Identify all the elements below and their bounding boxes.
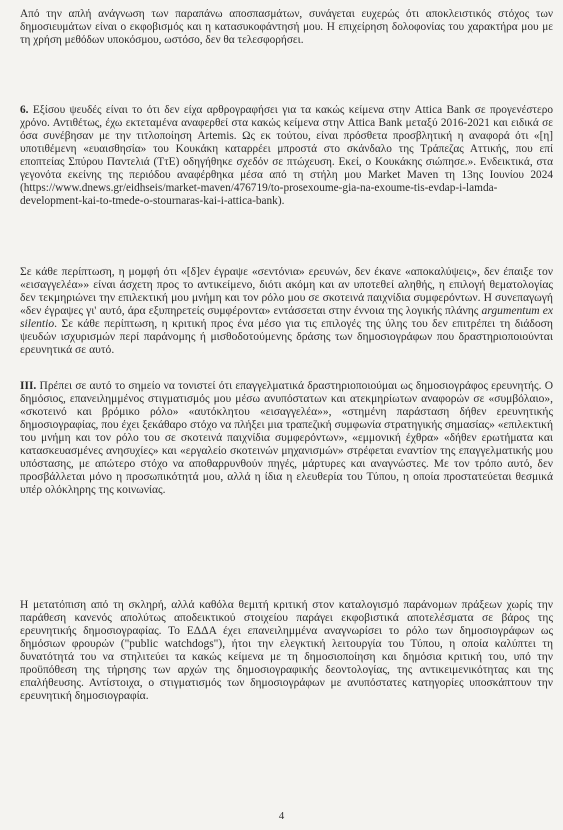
paragraph-III (20, 380, 553, 497)
paragraph-text: Εξίσου ψευδές είναι το ότι δεν είχα αρθρογραφήσει για τα κακώς κείμενα στην Attica Bank σε προγενέστερο χρόνο. Αντιθέτως, έχω εκτεταμένα αναφερθεί στα κακώς κείμενα στην Attica Bank μεταξύ 2016-2021 και ειδικά σε όσα συνέβησαν με την τιτλοποίηση Artemis. Ως εκ τούτου, είναι πρόσθετα προσβλητική η αναφορά ότι «[η] υποτιθέμενη «ευαισθησία» του Κουκάκη καταρρέει μπροστά στο σκάνδαλο της Τράπεζας Αττικής, που επί εποπτείας Σπύρου Παντελιά (ΤτΕ) οδηγήθηκε σχεδόν σε πτώχευση. Εκεί, ο Κουκάκης σιώπησε.». Ενδεικτικά, στα γεγονότα εκείνης της περιόδου αναφέρθηκα μέσα από τη στήλη μου Market Maven τη 13ης Ιουνίου 2024 (https://www.dnews.gr/eidhseis/market-maven/476719/to-prosexoume-gia-na-exoume-tis-evdap-i-lamda-development-kai-to-tmede-o-stournaras-kai-i-attica-bank). (20, 104, 553, 207)
paragraph-argumentum (20, 265, 553, 356)
paragraph-text-after: . Σε κάθε περίπτωση, η κριτική προς ένα μέσο για τις επιλογές της ύλης του δεν επιτρέπει τη διάδοση ψευδών ισχυρισμών περί παράνομης ή μισθοδοτούμενης δράσης των δημοσιογράφων που δραστηριοποιούνται ερευνητικά σε αυτό. (20, 317, 553, 356)
paragraph-echr (20, 599, 553, 703)
paragraph-text-before: Σε κάθε περίπτωση, η μομφή ότι «[δ]εν έγραψε «σεντόνια» ερευνών, δεν έκανε «αποκαλύψεις», δεν έπαιξε τον «εισαγγελέα»» είναι άσχετη προς το αντικείμενο, διότι ακόμη και αν υποτεθεί αληθής, η επιλογή θεματολογίας δεν τεκμηριώνει την επιλεκτική μου μνήμη και τον ρόλο μου σε σκοτεινά παιχνίδια συμφερόντων. Η συνεπαγωγή «δεν έγραψες γι' αυτό, άρα εξυπηρετείς συμφέροντα» εντάσσεται στην έννοια της λογικής πλάνης (20, 265, 553, 317)
paragraph-text: Από την απλή ανάγνωση των παραπάνω αποσπασμάτων, συνάγεται ευχερώς ότι αποκλειστικός στόχος των δημοσιευμάτων είναι ο εκφοβισμός και η κατασυκοφάντησή μου. Η επιχείρηση δολοφονίας του χαρακτήρα μου με τη χρήση μεθόδων υποκόσμου, ωστόσο, δεν θα τελεσφορήσει. (20, 8, 553, 46)
paragraph-number: 6. (20, 104, 29, 116)
latin-term: argumentum ex silentio (20, 304, 554, 330)
paragraph-6 (20, 104, 553, 208)
paragraph-text: Πρέπει σε αυτό το σημείο να τονιστεί ότι επαγγελματικά δραστηριοποιούμαι ως δημοσιογράφος ερευνητής. Ο δημόσιος, επανειλημμένος στιγματισμός μου μέσω ανυπόστατων και ατεκμηρίωτων αναφορών σε «συμβόλαιο», «σκοτεινό και βρόμικο ρόλο» «αυτόκλητου «εισαγγελέα»», «στημένη παράσταση δήθεν ερευνητικής δημοσιογραφίας, που έχει ξεκάθαρο στόχο να πλήξει μια τραπεζική συμφωνία στρατηγικής σημασίας» «επιλεκτική του μνήμη και τον ρόλο του σε σκοτεινά παιχνίδια συμφερόντων», «εμμονική έχθρα» «δήθεν ερωτήματα και κατασκευασμένες ανησυχίες» και «εργαλείο σκοτεινών μηχανισμών» στρέφεται εναντίον της επαγγελματικής μου υπόστασης, με απώτερο στόχο να αποθαρρυνθούν πηγές, μάρτυρες και αναγνώστες. Με τον τρόπο αυτό, δεν προσβάλλεται μόνο η προσωπικότητά μου, αλλά η ίδια η ελευθερία του Τύπου, η οποία προστατεύεται θεσμικά υπέρ ολόκληρης της κοινωνίας. (20, 380, 553, 496)
paragraph-number: III. (20, 380, 37, 392)
paragraph-intro (20, 8, 553, 47)
page-number: 4 (278, 810, 285, 822)
paragraph-text: Η μετατόπιση από τη σκληρή, αλλά καθόλα θεμιτή κριτική στον καταλογισμό παράνομων πράξεων χωρίς την παράθεση κανενός απολύτως αποδεικτικού στοιχείου παράγει εκφοβιστικά αποτελέσματα σε βάρος της ερευνητικής δημοσιογραφίας. Το ΕΔΔΑ έχει επανειλημμένα αναγνωρίσει το ρόλο των δημοσιογράφων ως δημόσιων φρουρών ("public watchdogs"), ήτοι την ελεγκτική λειτουργία του Τύπου, η οποία καλύπτει τη δυνατότητά του να στηλιτεύει τα κακώς κείμενα με τη δημοσιοποίηση και δημόσια κριτική του, υπό την προϋπόθεση της τήρησης των αρχών της δημοσιογραφικής δεοντολογίας, της αντικειμενικότητας και της επαλήθευσης. Αντίστοιχα, ο στιγματισμός των δημοσιογράφων με ανυπόστατες κατηγορίες υποσκάπτουν την ερευνητική δημοσιογραφία. (20, 599, 553, 702)
